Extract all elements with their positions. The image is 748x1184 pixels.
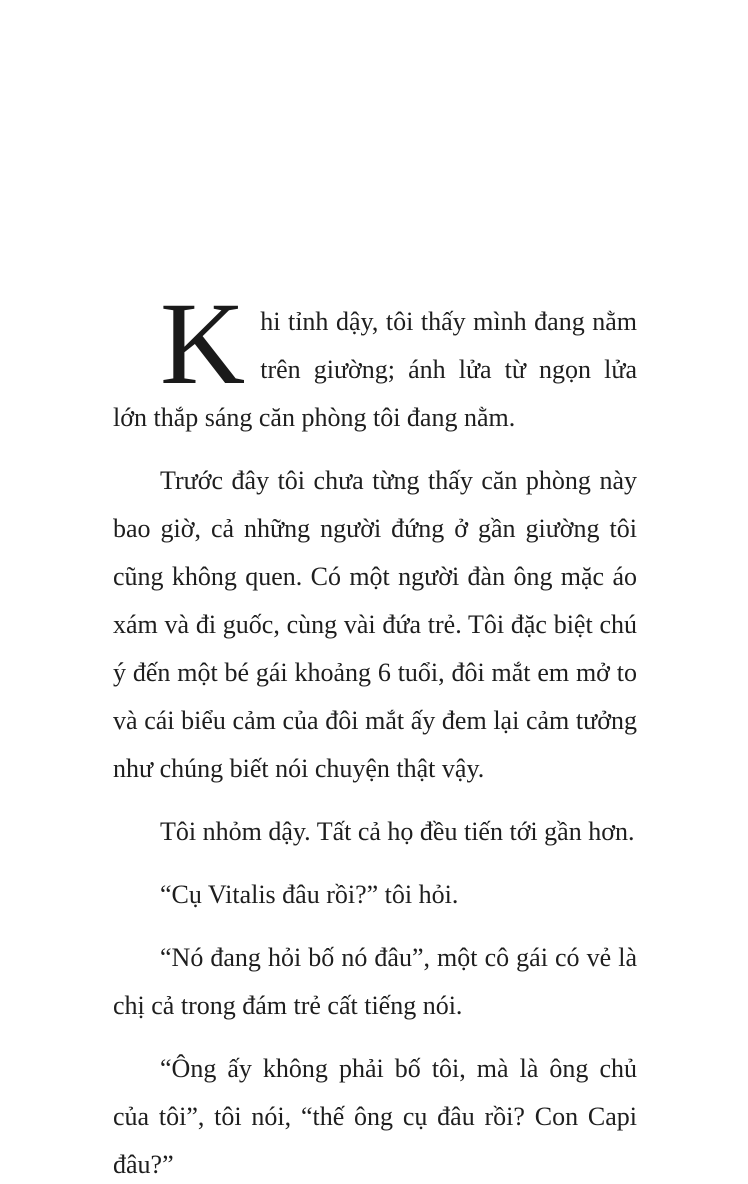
- paragraph: Tôi nhỏm dậy. Tất cả họ đều tiến tới gần hơn.: [160, 817, 635, 846]
- paragraph-text: hi tỉnh dậy, tôi thấy mình đang nằm trên giường; ánh lửa từ ngọn lửa lớn thắp sáng căn phòng tôi đang nằm.: [113, 307, 637, 432]
- paragraph-dialogue: “Nó đang hỏi bố nó đâu”, một cô gái có vẻ là chị cả trong đám trẻ cất tiếng nói.: [113, 943, 637, 1020]
- paragraph-opening: [113, 278, 637, 442]
- paragraph: Trước đây tôi chưa từng thấy căn phòng này bao giờ, cả những người đứng ở gần giường tôi cũng không quen. Có một người đàn ông mặc áo xám và đi guốc, cùng vài đứa trẻ. Tôi đặc biệt chú ý đến một bé gái khoảng 6 tuổi, đôi mắt em mở to và cái biểu cảm của đôi mắt ấy đem lại cảm tưởng như chúng biết nói chuyện thật vậy.: [113, 466, 637, 783]
- text-block: [113, 278, 637, 1184]
- paragraph-dialogue: “Cụ Vitalis đâu rồi?” tôi hỏi.: [160, 880, 459, 909]
- paragraph-dialogue: “Ông ấy không phải bố tôi, mà là ông chủ của tôi”, tôi nói, “thế ông cụ đâu rồi? Con Capi đâu?”: [113, 1054, 637, 1179]
- drop-cap-letter: K: [160, 278, 246, 409]
